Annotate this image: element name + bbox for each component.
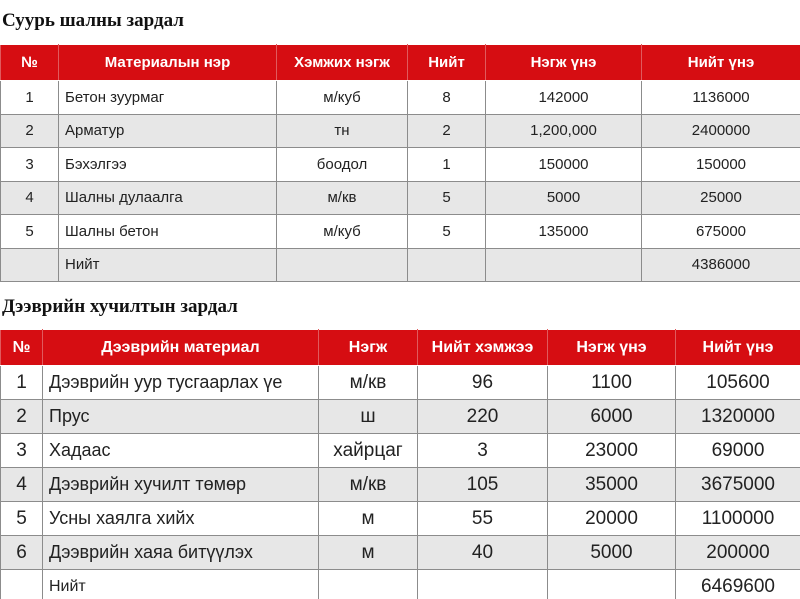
total-price: 200000: [676, 536, 800, 570]
row-number: 5: [1, 502, 43, 536]
unit: тн: [277, 114, 408, 148]
quantity: 1: [408, 148, 486, 182]
row-number: 1: [1, 81, 59, 115]
quantity: 5: [408, 181, 486, 215]
col-header-quantity: Нийт хэмжээ: [418, 330, 548, 366]
roof-cost-table: [0, 329, 800, 599]
grand-total: 4386000: [642, 248, 800, 282]
quantity: 40: [418, 536, 548, 570]
table-footer-row: [1, 570, 800, 599]
col-header-material: Материалын нэр: [59, 45, 277, 81]
table-header-row: [1, 45, 800, 81]
row-number: 2: [1, 114, 59, 148]
empty-cell: [277, 248, 408, 282]
quantity: 55: [418, 502, 548, 536]
empty-cell: [408, 248, 486, 282]
col-header-total-price: Нийт үнэ: [642, 45, 800, 81]
material-name: Арматур: [59, 114, 277, 148]
table-row: [1, 181, 800, 215]
empty-cell: [1, 570, 43, 599]
material-name: Бетон зуурмаг: [59, 81, 277, 115]
row-number: 4: [1, 468, 43, 502]
row-number: 5: [1, 215, 59, 249]
unit: м/кв: [319, 468, 418, 502]
empty-cell: [548, 570, 676, 599]
empty-cell: [486, 248, 642, 282]
material-name: Шалны бетон: [59, 215, 277, 249]
quantity: 2: [408, 114, 486, 148]
unit: м/куб: [277, 81, 408, 115]
quantity: 3: [418, 434, 548, 468]
footer-label: Нийт: [43, 570, 319, 599]
unit: м/кв: [277, 181, 408, 215]
table-row: [1, 366, 800, 400]
row-number: 4: [1, 181, 59, 215]
table-row: [1, 434, 800, 468]
row-number: 1: [1, 366, 43, 400]
unit: м: [319, 536, 418, 570]
material-name: Дээврийн уур тусгаарлах үе: [43, 366, 319, 400]
empty-cell: [418, 570, 548, 599]
quantity: 105: [418, 468, 548, 502]
total-price: 1136000: [642, 81, 800, 115]
material-name: Шалны дулаалга: [59, 181, 277, 215]
unit-price: 35000: [548, 468, 676, 502]
total-price: 3675000: [676, 468, 800, 502]
col-header-material: Дээврийн материал: [43, 330, 319, 366]
total-price: 675000: [642, 215, 800, 249]
col-header-number: №: [1, 45, 59, 81]
unit: м: [319, 502, 418, 536]
total-price: 25000: [642, 181, 800, 215]
table-row: [1, 536, 800, 570]
material-name: Усны хаялга хийх: [43, 502, 319, 536]
col-header-unit: Хэмжих нэгж: [277, 45, 408, 81]
row-number: 3: [1, 148, 59, 182]
total-price: 1320000: [676, 400, 800, 434]
quantity: 220: [418, 400, 548, 434]
col-header-unit: Нэгж: [319, 330, 418, 366]
unit: боодол: [277, 148, 408, 182]
unit-price: 5000: [486, 181, 642, 215]
total-price: 69000: [676, 434, 800, 468]
unit: м/кв: [319, 366, 418, 400]
material-name: Дээврийн хаяа битүүлэх: [43, 536, 319, 570]
empty-cell: [319, 570, 418, 599]
table-row: [1, 400, 800, 434]
quantity: 5: [408, 215, 486, 249]
unit: хайрцаг: [319, 434, 418, 468]
table-header-row: [1, 330, 800, 366]
unit-price: 23000: [548, 434, 676, 468]
unit-price: 20000: [548, 502, 676, 536]
total-price: 105600: [676, 366, 800, 400]
quantity: 8: [408, 81, 486, 115]
col-header-unit-price: Нэгж үнэ: [548, 330, 676, 366]
col-header-total-price: Нийт үнэ: [676, 330, 800, 366]
unit-price: 5000: [548, 536, 676, 570]
unit: м/куб: [277, 215, 408, 249]
col-header-quantity: Нийт: [408, 45, 486, 81]
quantity: 96: [418, 366, 548, 400]
table-row: [1, 502, 800, 536]
material-name: Дээврийн хучилт төмөр: [43, 468, 319, 502]
row-number: 3: [1, 434, 43, 468]
unit: ш: [319, 400, 418, 434]
table-row: [1, 215, 800, 249]
col-header-number: №: [1, 330, 43, 366]
footer-label: Нийт: [59, 248, 277, 282]
row-number: 6: [1, 536, 43, 570]
section2-title: Дээврийн хучилтын зардал: [2, 296, 238, 317]
empty-cell: [1, 248, 59, 282]
unit-price: 135000: [486, 215, 642, 249]
row-number: 2: [1, 400, 43, 434]
col-header-unit-price: Нэгж үнэ: [486, 45, 642, 81]
unit-price: 6000: [548, 400, 676, 434]
table-row: [1, 81, 800, 115]
table-footer-row: [1, 248, 800, 282]
total-price: 2400000: [642, 114, 800, 148]
section1-title: Суурь шалны зардал: [2, 10, 184, 31]
foundation-cost-table: [0, 44, 800, 282]
unit-price: 1100: [548, 366, 676, 400]
material-name: Хадаас: [43, 434, 319, 468]
table-row: [1, 148, 800, 182]
unit-price: 1,200,000: [486, 114, 642, 148]
table-row: [1, 468, 800, 502]
grand-total: 6469600: [676, 570, 800, 599]
material-name: Бэхэлгээ: [59, 148, 277, 182]
unit-price: 142000: [486, 81, 642, 115]
table-row: [1, 114, 800, 148]
unit-price: 150000: [486, 148, 642, 182]
material-name: Прус: [43, 400, 319, 434]
total-price: 150000: [642, 148, 800, 182]
total-price: 1100000: [676, 502, 800, 536]
